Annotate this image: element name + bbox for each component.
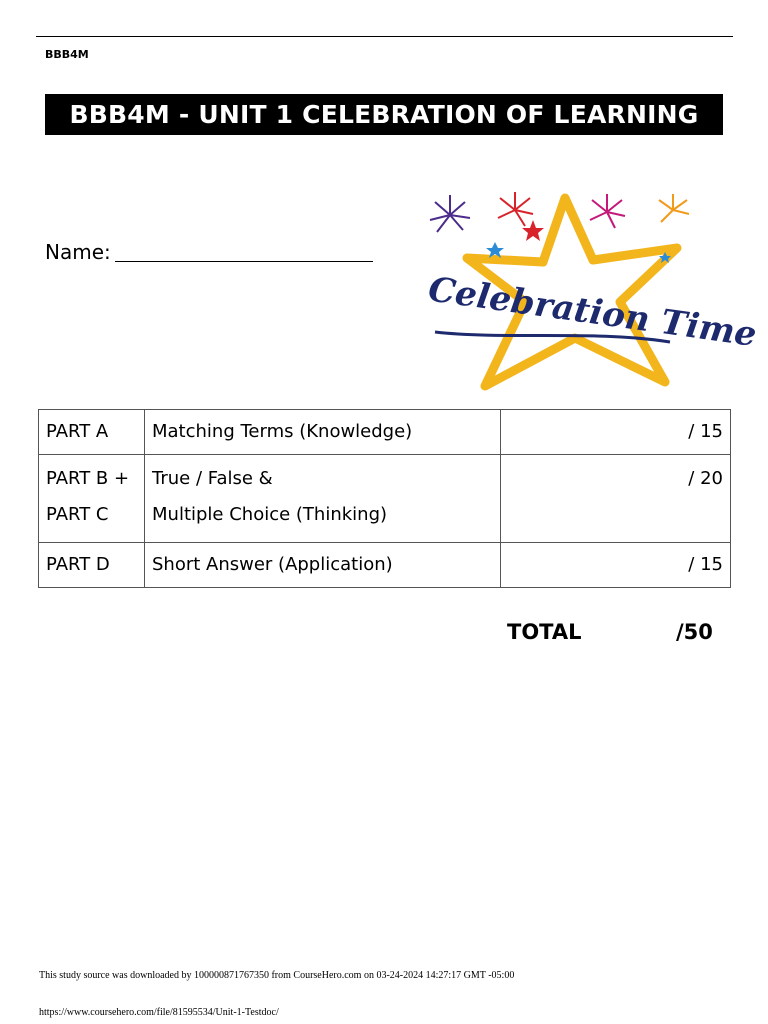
firework-purple — [430, 195, 470, 232]
part-cell: PART A — [39, 410, 145, 455]
description-cell — [145, 455, 501, 543]
score-cell: / 15 — [501, 543, 731, 588]
header-rule — [36, 36, 733, 37]
header-course-code: BBB4M — [45, 48, 89, 61]
description-cell: Matching Terms (Knowledge) — [145, 410, 501, 455]
firework-orange — [659, 194, 689, 222]
page-title: BBB4M - UNIT 1 CELEBRATION OF LEARNING — [45, 94, 723, 135]
footer-download-note: This study source was downloaded by 100000871767350 from CourseHero.com on 03-24-2024 14:27:17 GMT -05:00 — [39, 970, 515, 981]
firework-magenta — [590, 194, 625, 228]
part-line: PART B + — [46, 468, 130, 489]
part-line: PART C — [46, 504, 109, 525]
marks-table — [38, 409, 731, 588]
score-cell: / 15 — [501, 410, 731, 455]
part-cell: PART D — [39, 543, 145, 588]
firework-red — [498, 192, 533, 226]
score-cell: / 20 — [501, 455, 731, 543]
total-value: /50 — [676, 620, 713, 644]
total-label: TOTAL — [507, 620, 582, 644]
name-field — [45, 240, 373, 264]
part-cell — [39, 455, 145, 543]
description-cell: Short Answer (Application) — [145, 543, 501, 588]
table-row — [39, 410, 731, 455]
table-row — [39, 455, 731, 543]
description-line: Multiple Choice (Thinking) — [152, 504, 388, 525]
description-line: True / False & — [152, 468, 273, 489]
name-blank-line[interactable] — [115, 241, 373, 262]
name-label: Name: — [45, 240, 111, 264]
footer-url-link[interactable]: https://www.coursehero.com/file/81595534/Unit-1-Testdoc/ — [39, 1007, 279, 1018]
celebration-time-logo — [415, 190, 759, 390]
logo-text: Celebration Time — [425, 269, 759, 356]
table-row — [39, 543, 731, 588]
